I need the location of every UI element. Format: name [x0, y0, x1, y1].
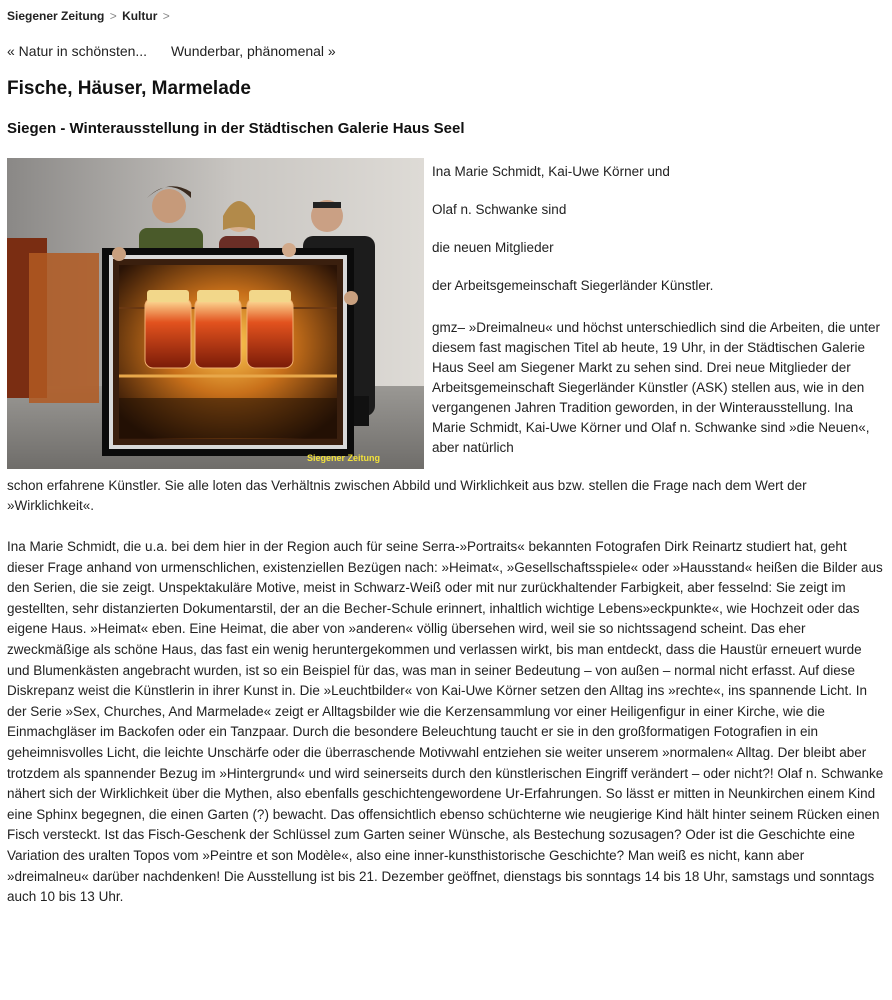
article-intro-paragraph: gmz– »Dreimalneu« und höchst unterschiedlich sind die Arbeiten, die unter diesem fast magischen Titel ab heute, 19 Uhr, in der Städtischen Galerie Haus Seel am Siegener Markt zu sehen sind. Drei neue Mitglieder der Arbeitsgemeinschaft Siegerländer Künstler (ASK) stellen aus, wie in den vergangenen Jahren Tradition geworden, in der Winterausstellung. Ina Marie Schmidt, Kai-Uwe Körner und Olaf n. Schwanke sind »die Neuen«, aber natürlich — [432, 320, 881, 455]
breadcrumb-link-kultur[interactable]: Kultur — [122, 9, 158, 23]
article-title: Fische, Häuser, Marmelade — [7, 78, 251, 99]
breadcrumb — [7, 9, 172, 23]
photo-caption-lines — [432, 162, 882, 314]
caption-line: Olaf n. Schwanke sind — [432, 202, 567, 217]
breadcrumb-link-siegener-zeitung[interactable]: Siegener Zeitung — [7, 9, 105, 23]
previous-article-link[interactable]: « Natur in schönsten... — [7, 43, 148, 59]
article-photo — [7, 158, 424, 469]
breadcrumb-separator: > — [162, 9, 170, 23]
caption-line: der Arbeitsgemeinschaft Siegerländer Künstler. — [432, 278, 714, 293]
caption-line: die neuen Mitglieder — [432, 240, 554, 255]
breadcrumb-separator: > — [109, 9, 117, 23]
caption-line: Ina Marie Schmidt, Kai-Uwe Körner und — [432, 164, 670, 179]
article-body-paragraph: Ina Marie Schmidt, die u.a. bei dem hier in der Region auch für seine Serra-»Portraits« bekannten Fotografen Dirk Reinartz studiert hat, geht dieser Frage anhand von urmenschlichen, existenziellen Bezügen nach: »Heimat«, »Gesellschaftsspiele« oder »Hausstand« heißen die Bilder aus den Serien, die sie zeigt. Unspektakuläre Motive, meist in Schwarz-Weiß oder mit nur zurückhaltender Farbigkeit, aber fesselnd: Sie zeigt im gestellten, sehr distanzierten Dokumentarstil, der an die Becher-Schule erinnert, inhaltlich wichtige Lebens»eckpunkte«, wie Hochzeit oder das eigene Haus. »Heimat« eben. Eine Heimat, die aber von »anderen« völlig übersehen wird, weil sie so nichtssagend scheint. Das eher zweckmäßige als schöne Haus, das fast ein wenig heruntergekommen und verlassen wirkt, bis man entdeckt, dass die Haustür erneuert wurde und Blumenkästen angebracht wurden, ist so ein Beispiel für das, was man in seiner Bedeutung – von außen – normal nicht erfasst. Auf diese Diskrepanz weist die Künstlerin in ihrer Kunst in. Die »Leuchtbilder« von Kai-Uwe Körner setzen den Alltag ins »rechte«, ins spannende Licht. In der Serie »Sex, Churches, And Marmelade« zeigt er Alltagsbilder wie die Kerzensammlung vor einer Heiligenfigur in einer Kirche, wie die Einmachgläser im Backofen oder ein Tanzpaar. Durch die besondere Beleuchtung taucht er sie in den großformatigen Fotografien in ein geheimnisvolles Licht, die leichte Unschärfe oder die überraschende Motivwahl entziehen sie weiter unserem »normalen« Alltag. Der bleibt aber trotzdem als spannender Bezug im »Hintergrund« und wird seinerseits durch den künstlerischen Eingriff verändert – oder nicht?! Olaf n. Schwanke nähert sich der Wirklichkeit über die Mythen, also ebenfalls geschichtengewordene Ur-Erfahrungen. So lässt er mitten in Neunkirchen einem Kind eine Sphinx begegnen, die einen Garten (?) bewacht. Das offensichtlich ebenso schüchterne wie neugierige Kind hält hinter seinem Rücken einen Fisch versteckt. Ist das Fisch-Geschenk der Schlüssel zum Garten seiner Wünsche, als Bestechung sozusagen? Oder ist die Geschichte eine Variation des uralten Topos vom »Peintre et son Modèle«, also eine inner-kunsthistorische Geschichte? Man weiß es nicht, kann aber »dreimalneu« darüber nachdenken! Die Ausstellung ist bis 21. Dezember geöffnet, dienstags bis sonntags 14 bis 18 Uhr, samstags und sonntags auch 10 bis 13 Uhr. — [7, 539, 884, 905]
photo-watermark: Siegener Zeitung — [307, 453, 381, 463]
article-subtitle: Siegen - Winterausstellung in der Städtischen Galerie Haus Seel — [7, 120, 465, 137]
article-intro-continuation: schon erfahrene Künstler. Sie alle loten das Verhältnis zwischen Abbild und Wirklichkeit aus bzw. stellen die Frage nach dem Wert der »Wirklichkeit«. — [7, 478, 807, 513]
next-article-link[interactable]: Wunderbar, phänomenal » — [170, 43, 336, 59]
article-pager — [7, 43, 336, 59]
